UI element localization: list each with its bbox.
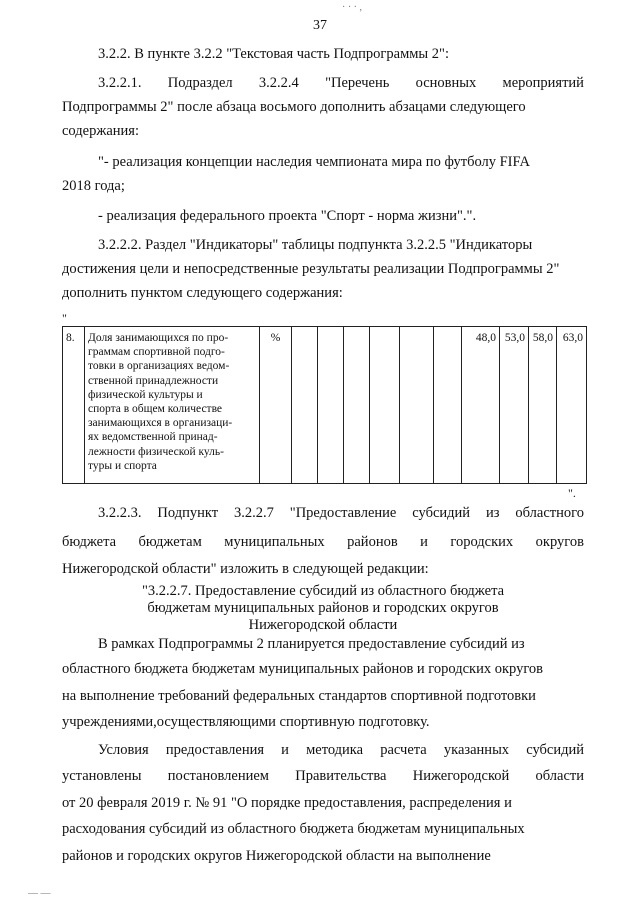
- paragraph-3-2-2-3-line1: [98, 503, 584, 523]
- word: 3.2.2.1.: [98, 75, 142, 91]
- word: областного: [515, 505, 584, 521]
- word: 3.2.2.4: [258, 75, 299, 91]
- description-line: лежности физической куль-: [88, 445, 224, 458]
- word: муниципальных: [224, 534, 325, 550]
- paragraph-3-2-2: 3.2.2. В пункте 3.2.2 "Текстовая часть Подпрограммы 2":: [98, 46, 449, 62]
- description-line: ях ведомственной принад-: [88, 431, 218, 444]
- body-paragraph-2-line1: [98, 740, 584, 760]
- word: постановлением: [167, 768, 269, 784]
- empty-value-cell: [318, 327, 344, 484]
- word: расчета: [380, 742, 427, 758]
- empty-value-cell: [344, 327, 370, 484]
- description-line: граммам спортивной подго-: [88, 346, 225, 359]
- paragraph-3-2-2-3-line3: Нижегородской области" изложить в следующей редакции:: [62, 561, 429, 577]
- word: области: [535, 768, 584, 784]
- word: методика: [306, 742, 364, 758]
- word: Подпункт: [157, 505, 219, 521]
- empty-value-cell: [400, 327, 434, 484]
- word: "Предоставление: [289, 505, 397, 521]
- body-paragraph-2-line5: районов и городских округов Нижегородской области на выполнение: [62, 848, 491, 864]
- word: субсидий: [412, 505, 471, 521]
- body-paragraph-1-line4: учреждениями,осуществляющими спортивную подготовку.: [62, 714, 430, 730]
- value-cell: 58,0: [529, 327, 557, 484]
- body-paragraph-2-line3: от 20 февраля 2019 г. № 91 "О порядке предоставления, распределения и: [62, 795, 512, 811]
- paragraph-3-2-2-1-line3: содержания:: [62, 123, 140, 139]
- row-number-cell: 8.: [63, 327, 85, 484]
- section-heading-line1: "3.2.2.7. Предоставление субсидий из областного бюджета: [141, 583, 505, 599]
- word: указанных: [443, 742, 510, 758]
- description-line: занимающихся в организаци-: [88, 417, 233, 430]
- word: округов: [535, 534, 584, 550]
- word: районов: [347, 534, 398, 550]
- word: Нижегородской: [412, 768, 510, 784]
- description-line: товки в организациях ведом-: [88, 360, 230, 373]
- body-paragraph-1-line3: на выполнение требований федеральных стандартов спортивной подготовки: [62, 688, 536, 704]
- page-number: 37: [313, 18, 327, 33]
- empty-value-cell: [434, 327, 462, 484]
- indicator-description-cell: [85, 327, 260, 484]
- empty-value-cell: [370, 327, 400, 484]
- value-cell: 48,0: [462, 327, 500, 484]
- word: 3.2.2.3.: [98, 505, 142, 521]
- word: бюджетам: [138, 534, 202, 550]
- word: и: [420, 534, 428, 550]
- word: Правительства: [295, 768, 387, 784]
- word: и: [281, 742, 289, 758]
- insert-line-fifa: "- реализация концепции наследия чемпионата мира по футболу FIFA: [98, 154, 530, 170]
- paragraph-3-2-2-2-line3: дополнить пунктом следующего содержания:: [62, 285, 343, 301]
- paragraph-3-2-2-1-line2: Подпрограммы 2" после абзаца восьмого дополнить абзацами следующего: [62, 99, 526, 115]
- body-paragraph-2-line4: расходования субсидий из областного бюджета бюджетам муниципальных: [62, 821, 525, 837]
- description-line: спорта в общем количестве: [88, 403, 223, 416]
- value-cell: 63,0: [557, 327, 587, 484]
- word: из: [485, 505, 500, 521]
- word: "Перечень: [325, 75, 390, 91]
- paragraph-3-2-2-1-line1: [98, 73, 584, 93]
- word: Условия: [98, 742, 149, 758]
- description-line: ственной принадлежности: [88, 374, 219, 387]
- word: субсидий: [526, 742, 584, 758]
- section-heading-line3: Нижегородской области: [248, 617, 398, 633]
- word: городских: [450, 534, 514, 550]
- description-line: туры и спорта: [88, 459, 157, 472]
- word: мероприятий: [502, 75, 584, 91]
- word: Подраздел: [167, 75, 233, 91]
- description-line: физической культуры и: [88, 388, 203, 401]
- word: бюджета: [62, 534, 117, 550]
- scan-artifact-bottom: — —: [28, 888, 51, 899]
- table-row: [63, 327, 587, 484]
- paragraph-3-2-2-2-line2: достижения цели и непосредственные результаты реализации Подпрограммы 2": [62, 261, 560, 277]
- description-line: Доля занимающихся по про-: [88, 332, 229, 344]
- word: 3.2.2.7: [234, 505, 274, 521]
- table-close-quote: ".: [568, 486, 576, 500]
- body-paragraph-1-line2: областного бюджета бюджетам муниципальных районов и городских округов: [62, 661, 544, 677]
- scan-artifact-top: · · · ,: [342, 2, 362, 13]
- table-open-quote: ": [62, 311, 67, 325]
- word: установлены: [62, 768, 142, 784]
- empty-value-cell: [292, 327, 318, 484]
- paragraph-3-2-2-2-line1: 3.2.2.2. Раздел "Индикаторы" таблицы подпункта 3.2.2.5 "Индикаторы: [98, 237, 533, 253]
- body-paragraph-2-line2: [62, 766, 584, 786]
- body-paragraph-1-line1: В рамках Подпрограммы 2 планируется предоставление субсидий из: [98, 636, 525, 652]
- paragraph-3-2-2-3-line2: [62, 532, 584, 552]
- insert-line-year: 2018 года;: [62, 178, 125, 194]
- indicators-table: [62, 326, 587, 484]
- section-heading-line2: бюджетам муниципальных районов и городских округов: [147, 600, 499, 616]
- insert-line-project: - реализация федерального проекта "Спорт - норма жизни".".: [98, 208, 477, 224]
- value-cell: 53,0: [500, 327, 529, 484]
- word: основных: [415, 75, 477, 91]
- unit-cell: %: [260, 327, 292, 484]
- word: предоставления: [165, 742, 265, 758]
